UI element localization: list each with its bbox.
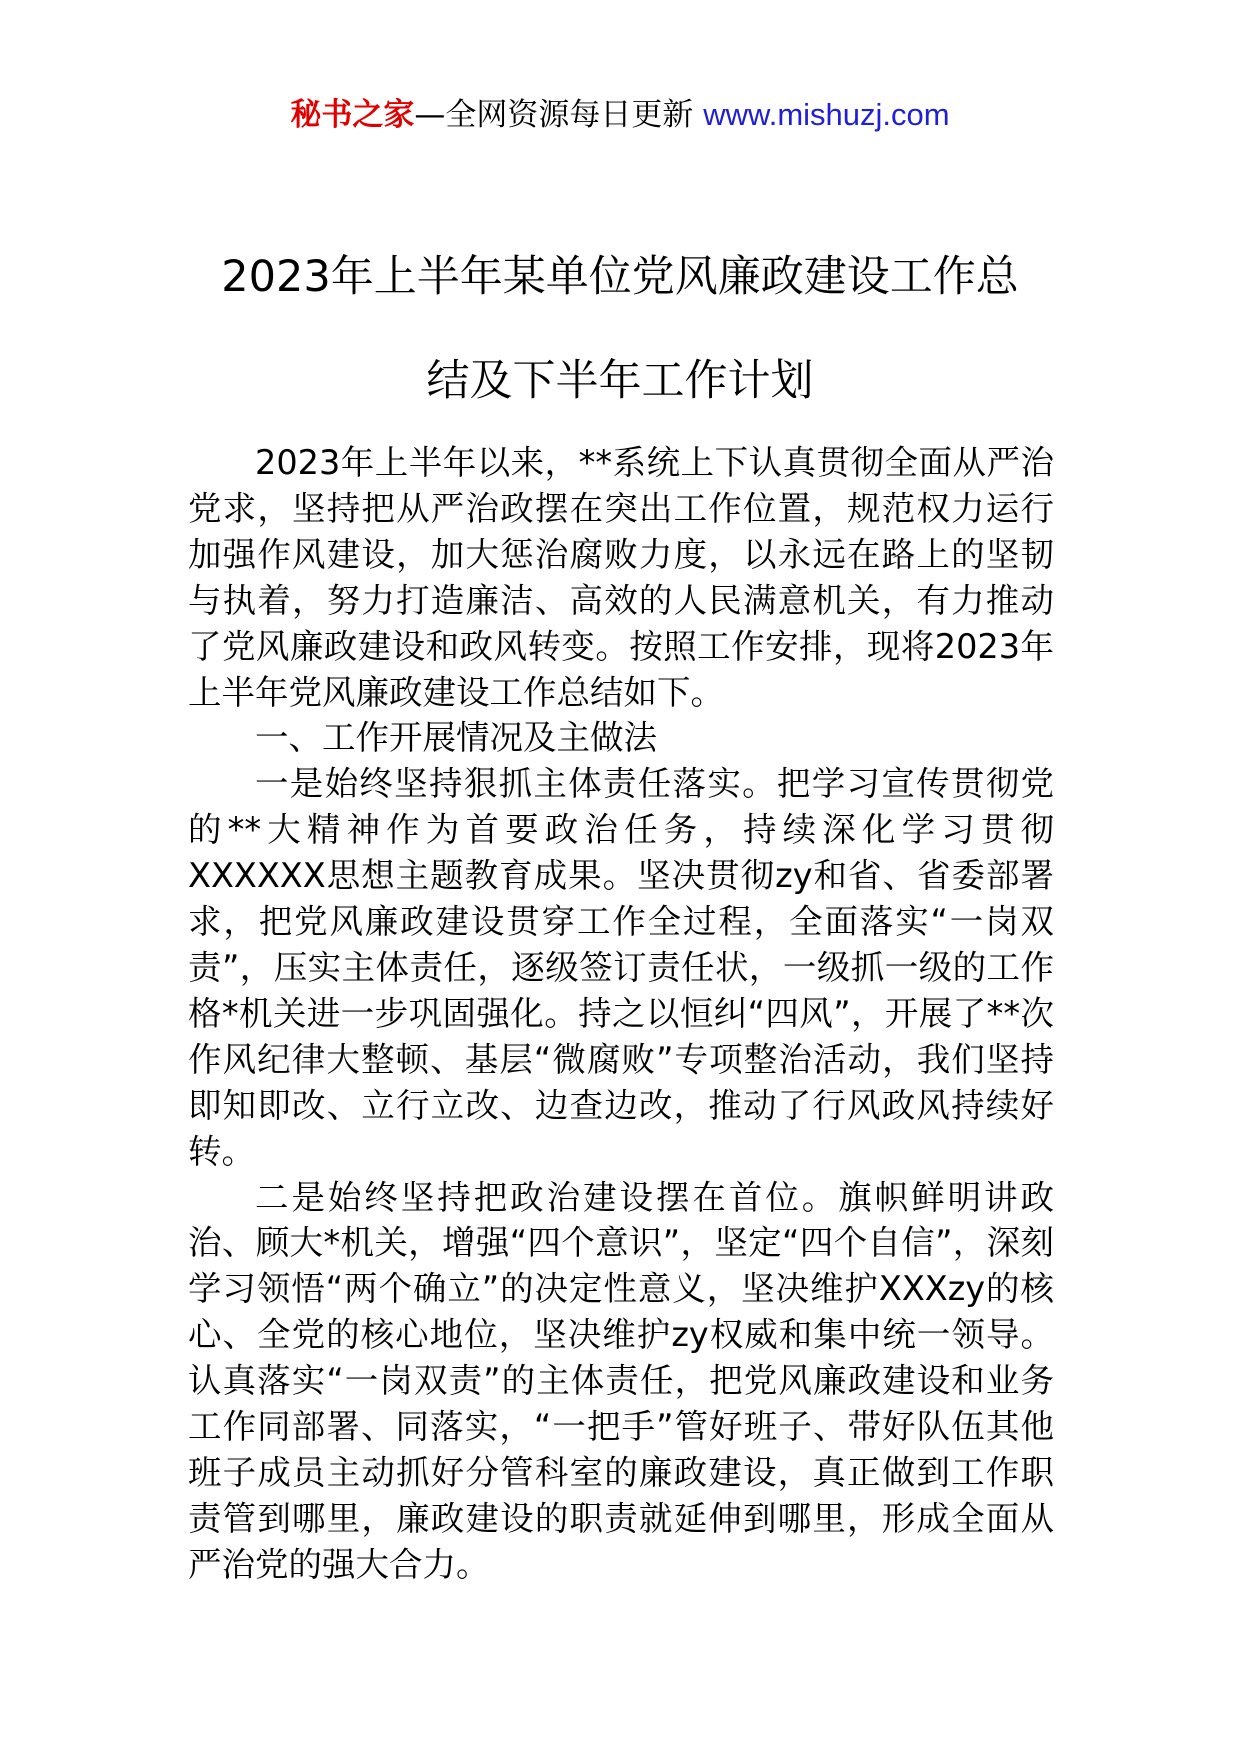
document-title [150,225,1090,433]
document-title-line-1: 2023年上半年某单位党风廉政建设工作总 [221,252,1019,302]
body-paragraph: 一是始终坚持狠抓主体责任落实。把学习宣传贯彻党的**大精神作为首要政治任务，持续深化学习贯彻XXXXXX思想主题教育成果。坚决贯彻zy和省、省委部署求，把党风廉政建设贯穿工作全过程，全面落实“一岗双责”，压实主体责任，逐级签订责任状，一级抓一级的工作格*机关进一步巩固强化。持之以恒纠“四风”，开展了**次作风纪律大整顿、基层“微腐败”专项整治活动，我们坚持即知即改、立行立改、边查边改，推动了行风政风持续好转。 [188,764,1054,1171]
site-brand: 秘书之家 [290,97,415,133]
document-title-line-2: 结及下半年工作计划 [426,356,814,406]
body-paragraph: 二是始终坚持把政治建设摆在首位。旗帜鲜明讲政治、顾大*机关，增强“四个意识”，坚定“四个自信”，深刻学习领悟“两个确立”的决定性意义，坚决维护XXXzy的核心、全党的核心地位，坚决维护zy权威和集中统一领导。认真落实“一岗双责”的主体责任，把党风廉政建设和业务工作同部署、同落实，“一把手”管好班子、带好队伍其他班子成员主动抓好分管科室的廉政建设，真正做到工作职责管到哪里，廉政建设的职责就延伸到哪里，形成全面从严治党的强大合力。 [188,1177,1054,1584]
site-url-link[interactable]: www.mishuzj.com [703,97,950,132]
site-tagline: —全网资源每日更新 [414,97,704,133]
intro-paragraph: 2023年上半年以来，**系统上下认真贯彻全面从严治党求，坚持把从严治政摆在突出工作位置，规范权力运行加强作风建设，加大惩治腐败力度，以永远在路上的坚韧与执着，努力打造廉洁、高效的人民满意机关，有力推动了党风廉政建设和政风转变。按照工作安排，现将2023年上半年党风廉政建设工作总结如下。 [188,443,1054,712]
document-body [188,440,1054,1588]
section-heading: 一、工作开展情况及主做法 [255,718,657,758]
site-header [0,95,1240,135]
